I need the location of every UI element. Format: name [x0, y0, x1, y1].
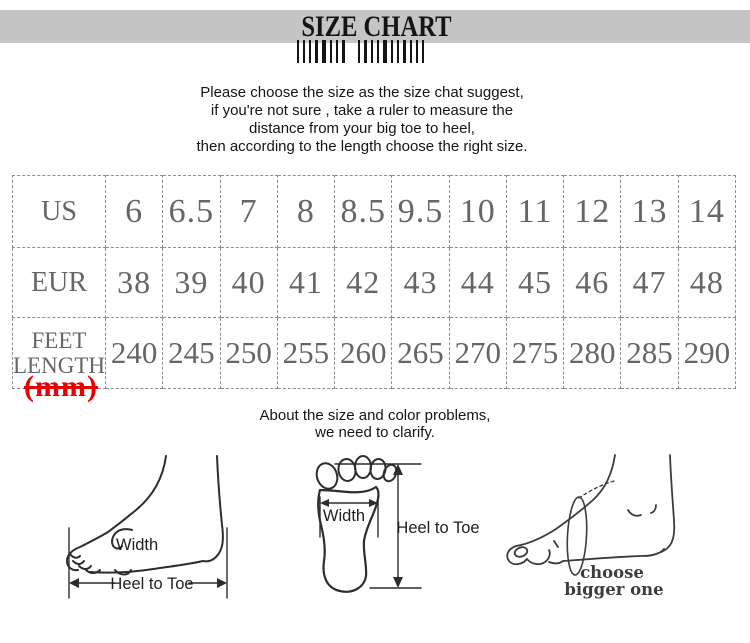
size-value-cell: 14	[678, 176, 735, 248]
size-value-cell: 38	[106, 248, 163, 318]
size-instructions	[0, 84, 724, 156]
barcode-bar	[309, 40, 311, 63]
clarify-line: we need to clarify.	[315, 424, 435, 441]
clarify-note	[0, 407, 750, 441]
instruction-line: Please choose the size as the size chat suggest,	[200, 84, 524, 101]
girth-foot-diagram	[500, 445, 750, 640]
barcode-bar	[336, 40, 338, 63]
size-value-cell: 10	[449, 176, 506, 248]
title-block	[288, 0, 452, 63]
size-value-cell: 8.5	[335, 176, 392, 248]
heel-to-toe-label: Heel to Toe	[396, 519, 480, 537]
barcode-bar	[371, 40, 373, 63]
size-conversion-table	[12, 175, 736, 389]
instruction-line: then according to the length choose the right size.	[196, 138, 528, 155]
table-row	[13, 318, 736, 389]
table-row	[13, 248, 736, 318]
barcode-bar	[364, 40, 367, 63]
barcode-bar	[315, 40, 318, 63]
size-value-cell: 270	[449, 318, 506, 389]
foot-side-outline	[67, 456, 223, 575]
barcode-bar	[377, 40, 379, 63]
size-value-cell: 245	[163, 318, 220, 389]
instruction-line: distance from your big toe to heel,	[249, 120, 475, 137]
size-value-cell: 255	[277, 318, 334, 389]
size-value-cell: 39	[163, 248, 220, 318]
width-label: Width	[322, 507, 366, 525]
barcode-bar	[410, 40, 412, 63]
size-value-cell: 47	[621, 248, 678, 318]
barcode-bar	[342, 40, 345, 63]
size-value-cell: 240	[106, 318, 163, 389]
size-value-cell: 275	[506, 318, 563, 389]
barcode-bar	[358, 40, 360, 63]
footprint-diagram	[290, 445, 500, 640]
barcode-bar	[322, 40, 326, 63]
foot-girth-outline	[507, 455, 674, 575]
size-value-cell: 285	[621, 318, 678, 389]
size-value-cell: 43	[392, 248, 449, 318]
size-value-cell: 250	[220, 318, 277, 389]
size-value-cell: 280	[564, 318, 621, 389]
barcode-bar	[303, 40, 305, 63]
size-value-cell: 7	[220, 176, 277, 248]
barcode-bar	[391, 40, 393, 63]
row-label: EUR	[13, 248, 106, 318]
size-value-cell: 48	[678, 248, 735, 318]
size-value-cell: 6.5	[163, 176, 220, 248]
barcode-bar	[383, 40, 387, 63]
barcode-group-gap	[349, 40, 358, 63]
barcode-bar	[416, 40, 418, 63]
width-label: Width	[116, 536, 159, 554]
size-value-cell: 260	[335, 318, 392, 389]
size-value-cell: 9.5	[392, 176, 449, 248]
barcode-bar	[403, 40, 406, 63]
size-value-cell: 11	[506, 176, 563, 248]
barcode-bar	[422, 40, 424, 63]
table-row	[13, 176, 736, 248]
barcode-bar	[330, 40, 332, 63]
barcode-bar	[397, 40, 399, 63]
size-value-cell: 6	[106, 176, 163, 248]
size-value-cell: 42	[335, 248, 392, 318]
row-label: US	[13, 176, 106, 248]
size-value-cell: 12	[564, 176, 621, 248]
size-value-cell: 265	[392, 318, 449, 389]
row-label: FEET LENGTH	[13, 318, 106, 389]
page-title: SIZE CHART	[301, 10, 452, 43]
size-value-cell: 46	[564, 248, 621, 318]
size-value-cell: 290	[678, 318, 735, 389]
barcode-bar	[297, 40, 299, 63]
clarify-line: About the size and color problems,	[259, 407, 491, 424]
choose-note-line: choose	[580, 563, 644, 582]
instruction-line: if you're not sure , take a ruler to measure the	[210, 102, 514, 119]
size-value-cell: 13	[621, 176, 678, 248]
choose-note-line: bigger one	[564, 580, 664, 599]
size-value-cell: 41	[277, 248, 334, 318]
side-foot-diagram	[20, 450, 280, 635]
barcode-decoration	[288, 40, 436, 63]
heel-to-toe-label: Heel to Toe	[110, 575, 194, 593]
unit-note-mm: (mm)	[24, 370, 98, 403]
size-value-cell: 45	[506, 248, 563, 318]
size-value-cell: 40	[220, 248, 277, 318]
size-value-cell: 44	[449, 248, 506, 318]
size-value-cell: 8	[277, 176, 334, 248]
